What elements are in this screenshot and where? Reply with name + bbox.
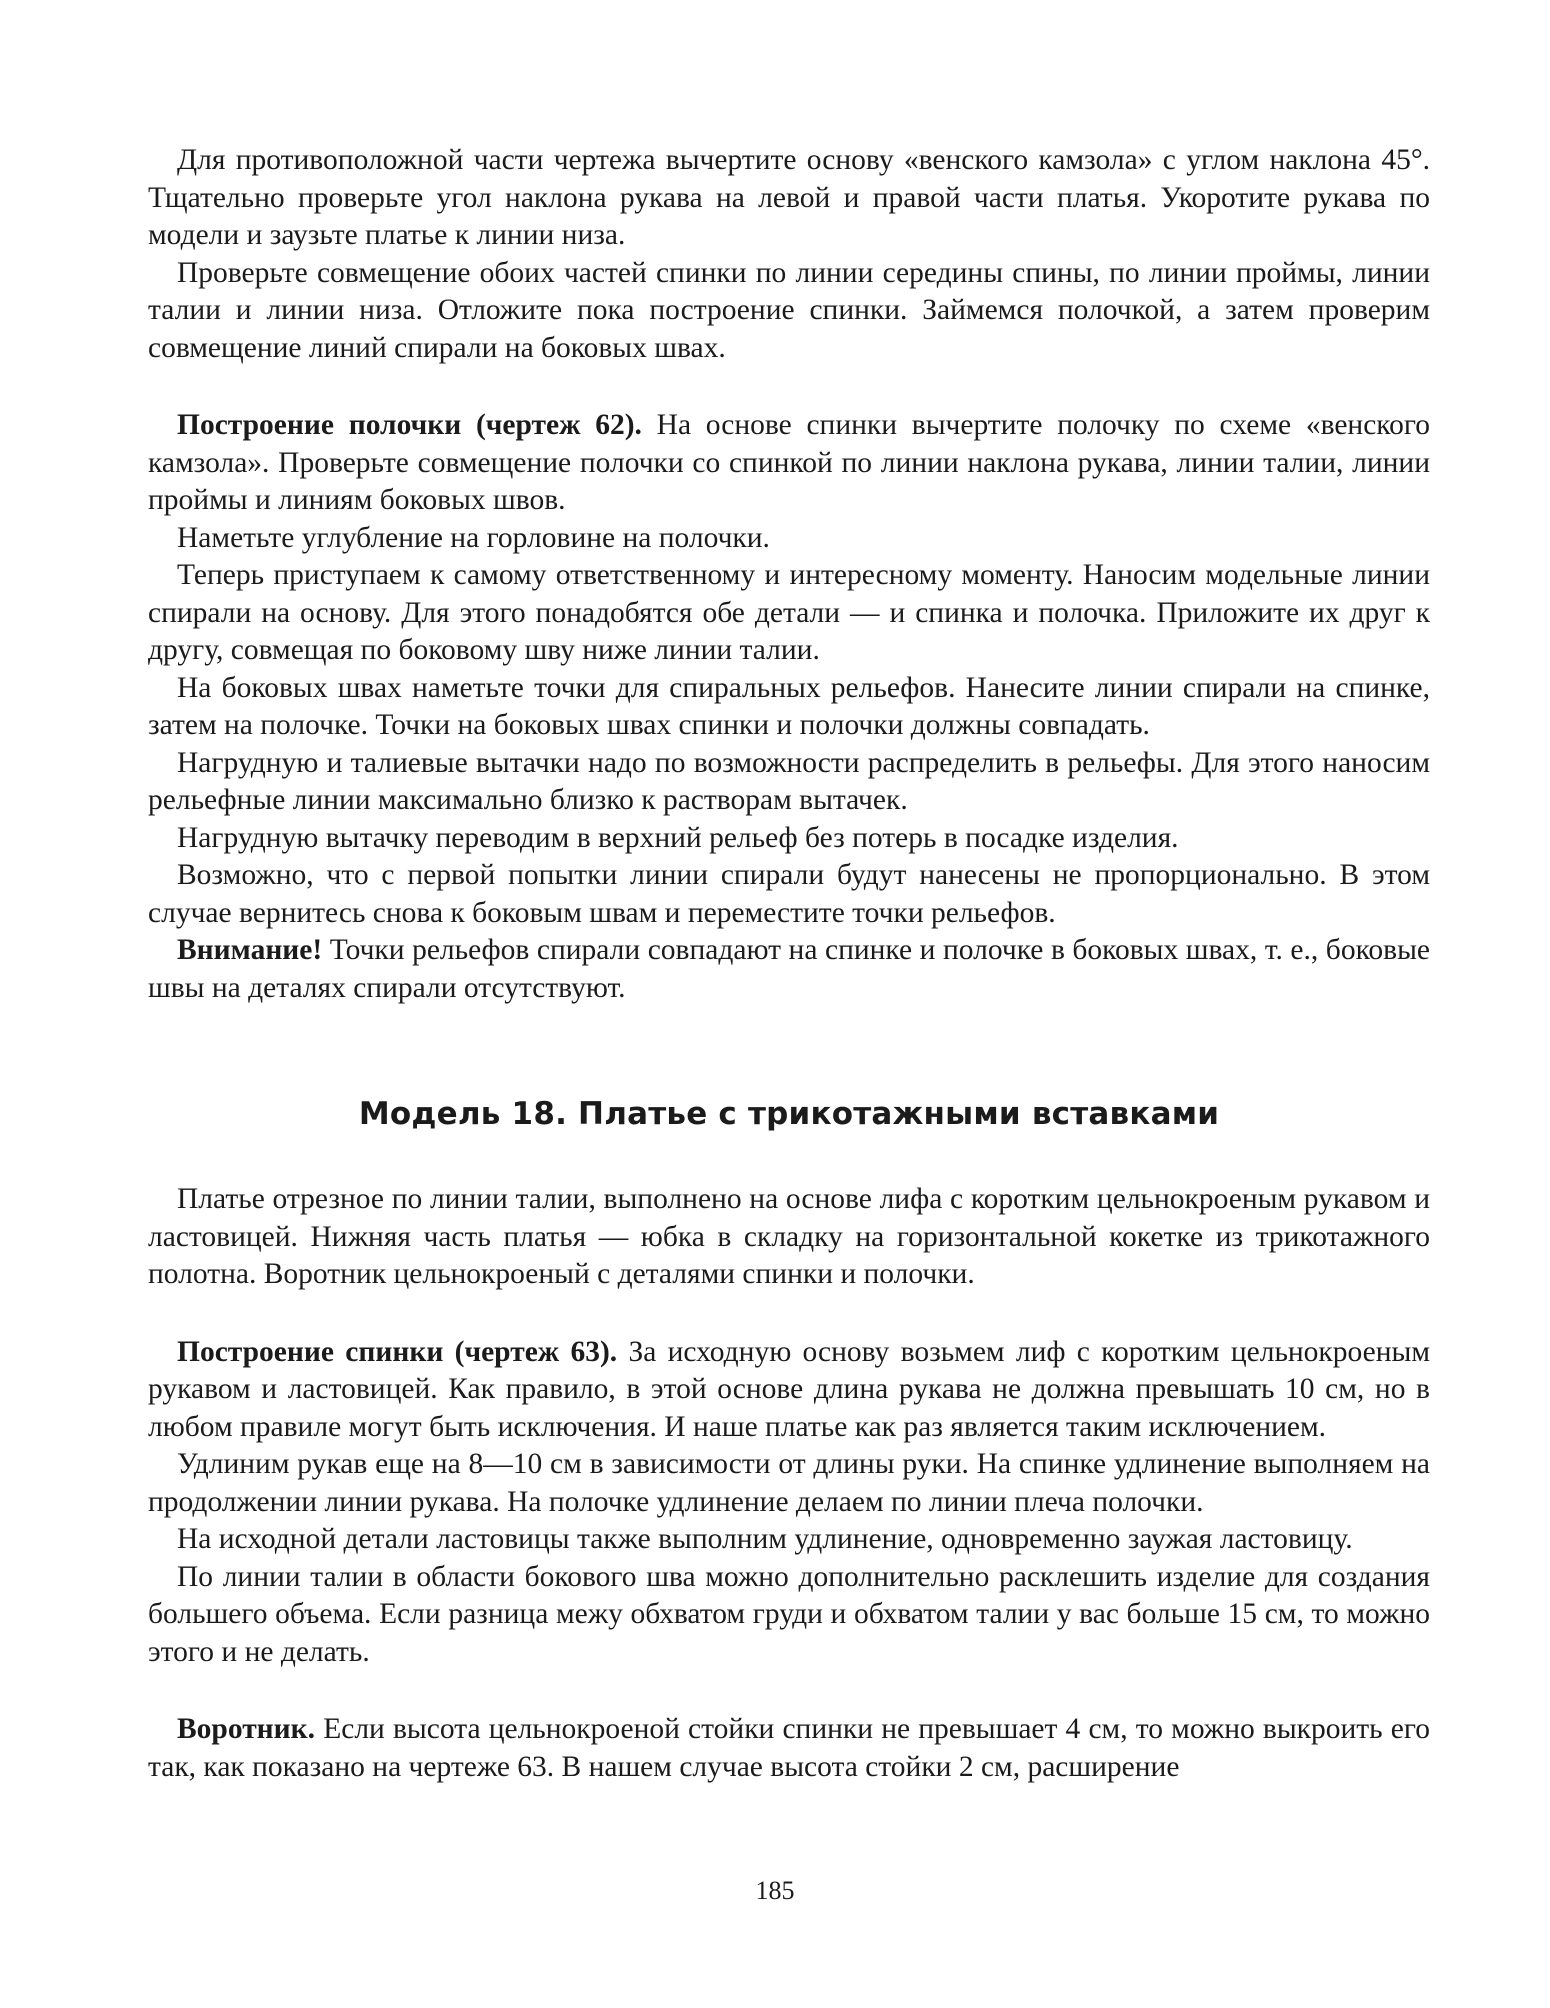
paragraph-text: Возможно, что с первой попытки линии спирали будут нанесены не пропорционально. В этом случае вернитесь снова к боковым швам и переместите точки рельефов. — [148, 859, 1430, 929]
paragraph-with-label — [148, 1711, 1430, 1786]
paragraph-text: По линии талии в области бокового шва можно дополнительно расклешить изделие для создания большего объема. Если разница межу обхватом груди и обхватом талии у вас больше 15 см, то можно этого и не делать. — [148, 1560, 1430, 1668]
paragraph-text: За исходную основу возьмем лиф с коротким цельнокроеным рукавом и ластовицей. Как правило, в этой основе длина рукава не должна превышать 10 см, но в любом правиле могут быть исключения. И наше платье как раз является таким исключением. — [148, 1335, 1430, 1443]
paragraph-text: Платье отрезное по линии талии, выполнено на основе лифа с коротким цельнокроеным рукавом и ластовицей. Нижняя часть платья — юбка в складку на горизонтальной кокетке из трикотажного полотна. Воротник цельнокроеный с деталями спинки и полочки. — [148, 1183, 1430, 1290]
paragraph-text: Точки рельефов спирали совпадают на спинке и полочке в боковых швах, т. е., боковые швы на деталях спирали отсутствуют. — [148, 934, 1430, 1004]
paragraph-text: Нагрудную и талиевые вытачки надо по возможности распределить в рельефы. Для этого наносим рельефные линии максимально близко к растворам вытачек. — [148, 746, 1430, 816]
paragraph — [148, 142, 1430, 255]
paragraph — [148, 1521, 1430, 1559]
paragraph — [148, 1446, 1430, 1521]
text-column — [148, 142, 1430, 1786]
paragraph-text: Наметьте углубление на горловине на полочки. — [177, 521, 770, 554]
page-number: 185 — [755, 1876, 795, 1905]
paragraph-text: На основе спинки вычертите полочку по схеме «венского камзола». Проверьте совмещение полочки со спинкой по линии наклона рукава, линии талии, линии проймы и линиям боковых швов. — [148, 409, 1431, 516]
paragraph — [148, 1559, 1430, 1672]
paragraph — [148, 745, 1430, 820]
paragraph-with-label — [148, 1334, 1430, 1447]
paragraph-text: На исходной детали ластовицы также выполним удлинение, одновременно заужая ластовицу. — [177, 1523, 1353, 1555]
paragraph — [148, 857, 1430, 932]
paragraph-text: Если высота цельнокроеной стойки спинки не превышает 4 см, то можно выкроить его так, как показано на чертеже 63. В нашем случае высота стойки 2 см, расширение — [148, 1713, 1430, 1783]
collar-label: Воротник. — [177, 1713, 316, 1745]
paragraph-text: Теперь приступаем к самому ответственному и интересному моменту. Наносим модельные линии спирали на основу. Для этого понадобятся обе детали — и спинка и полочка. Приложите их друг к другу, совмещая по боковому шву ниже линии талии. — [148, 559, 1430, 666]
section-heading: Модель 18. Платье с трикотажными вставками — [358, 1096, 1220, 1132]
paragraph-text: Проверьте совмещение обоих частей спинки по линии середины спины, по линии проймы, линии талии и линии низа. Отложите пока построение спинки. Займемся полочкой, а затем проверим совмещение линий спирали на боковых швах. — [148, 256, 1430, 364]
paragraph — [148, 557, 1430, 670]
section-label-back: Построение спинки (чертеж 63). — [177, 1335, 618, 1368]
section-label-front: Построение полочки (чертеж 62). — [177, 409, 642, 441]
paragraph-text: Для противоположной части чертежа вычертите основу «венского камзола» с углом наклона 45°. Тщательно проверьте угол наклона рукава на левой и правой части платья. Укоротите рукава по модели и заузьте платье к линии низа. — [148, 144, 1430, 251]
paragraph-text: Нагрудную вытачку переводим в верхний рельеф без потерь в посадке изделия. — [177, 821, 1179, 854]
paragraph-with-label — [148, 407, 1430, 520]
paragraph-with-label — [148, 932, 1430, 1007]
paragraph — [148, 255, 1430, 368]
attention-label: Внимание! — [177, 934, 323, 966]
paragraph — [148, 820, 1430, 858]
paragraph — [148, 520, 1430, 558]
paragraph-text: Удлиним рукав еще на 8—10 см в зависимости от длины руки. На спинке удлинение выполняем на продолжении линии рукава. На полочке удлинение делаем по линии плеча полочки. — [148, 1448, 1430, 1518]
paragraph — [148, 1181, 1430, 1294]
paragraph-text: На боковых швах наметьте точки для спиральных рельефов. Нанесите линии спирали на спинке, затем на полочке. Точки на боковых швах спинки и полочки должны совпадать. — [148, 671, 1430, 741]
paragraph — [148, 670, 1430, 745]
